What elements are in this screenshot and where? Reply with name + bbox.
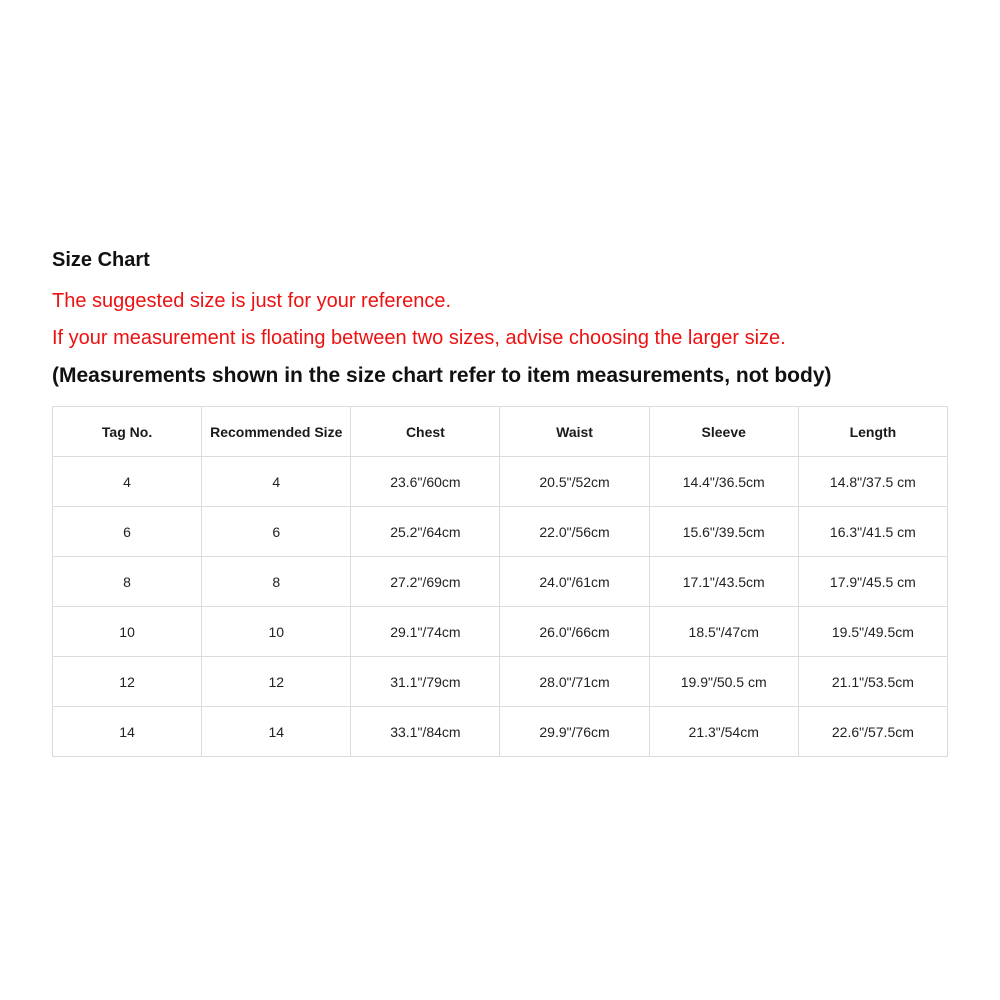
cell-sleeve: 17.1"/43.5cm — [649, 557, 798, 607]
cell-length: 22.6"/57.5cm — [798, 707, 947, 757]
cell-chest: 33.1"/84cm — [351, 707, 500, 757]
table-row — [53, 707, 948, 757]
column-header-sleeve: Sleeve — [649, 407, 798, 457]
cell-sleeve: 14.4"/36.5cm — [649, 457, 798, 507]
cell-tag-no: 8 — [53, 557, 202, 607]
cell-length: 21.1"/53.5cm — [798, 657, 947, 707]
cell-recommended-size: 6 — [202, 507, 351, 557]
cell-sleeve: 18.5"/47cm — [649, 607, 798, 657]
cell-waist: 24.0"/61cm — [500, 557, 649, 607]
cell-chest: 25.2"/64cm — [351, 507, 500, 557]
sizing-advice-note: If your measurement is floating between two sizes, advise choosing the larger size. — [52, 327, 786, 349]
cell-tag-no: 12 — [53, 657, 202, 707]
cell-chest: 31.1"/79cm — [351, 657, 500, 707]
size-table-body — [53, 457, 948, 757]
cell-waist: 22.0"/56cm — [500, 507, 649, 557]
measurement-note: (Measurements shown in the size chart refer to item measurements, not body) — [52, 364, 832, 387]
cell-length: 17.9"/45.5 cm — [798, 557, 947, 607]
cell-chest: 29.1"/74cm — [351, 607, 500, 657]
cell-recommended-size: 4 — [202, 457, 351, 507]
reference-note: The suggested size is just for your reference. — [52, 290, 452, 312]
column-header-length: Length — [798, 407, 947, 457]
size-chart-section — [52, 246, 948, 757]
header-row — [53, 407, 948, 457]
cell-sleeve: 15.6"/39.5cm — [649, 507, 798, 557]
cell-waist: 28.0"/71cm — [500, 657, 649, 707]
cell-chest: 27.2"/69cm — [351, 557, 500, 607]
page-title: Size Chart — [52, 249, 150, 271]
cell-waist: 20.5"/52cm — [500, 457, 649, 507]
table-row — [53, 457, 948, 507]
table-row — [53, 507, 948, 557]
cell-chest: 23.6"/60cm — [351, 457, 500, 507]
cell-length: 19.5"/49.5cm — [798, 607, 947, 657]
size-table — [52, 406, 948, 757]
table-row — [53, 657, 948, 707]
cell-sleeve: 19.9"/50.5 cm — [649, 657, 798, 707]
cell-length: 16.3"/41.5 cm — [798, 507, 947, 557]
cell-tag-no: 10 — [53, 607, 202, 657]
cell-waist: 29.9"/76cm — [500, 707, 649, 757]
cell-sleeve: 21.3"/54cm — [649, 707, 798, 757]
column-header-tag-no: Tag No. — [53, 407, 202, 457]
table-row — [53, 557, 948, 607]
table-row — [53, 607, 948, 657]
cell-waist: 26.0"/66cm — [500, 607, 649, 657]
cell-recommended-size: 8 — [202, 557, 351, 607]
size-table-header — [53, 407, 948, 457]
cell-recommended-size: 14 — [202, 707, 351, 757]
cell-recommended-size: 10 — [202, 607, 351, 657]
cell-recommended-size: 12 — [202, 657, 351, 707]
column-header-waist: Waist — [500, 407, 649, 457]
column-header-recommended-size: Recommended Size — [202, 407, 351, 457]
cell-tag-no: 4 — [53, 457, 202, 507]
cell-length: 14.8"/37.5 cm — [798, 457, 947, 507]
column-header-chest: Chest — [351, 407, 500, 457]
cell-tag-no: 6 — [53, 507, 202, 557]
cell-tag-no: 14 — [53, 707, 202, 757]
